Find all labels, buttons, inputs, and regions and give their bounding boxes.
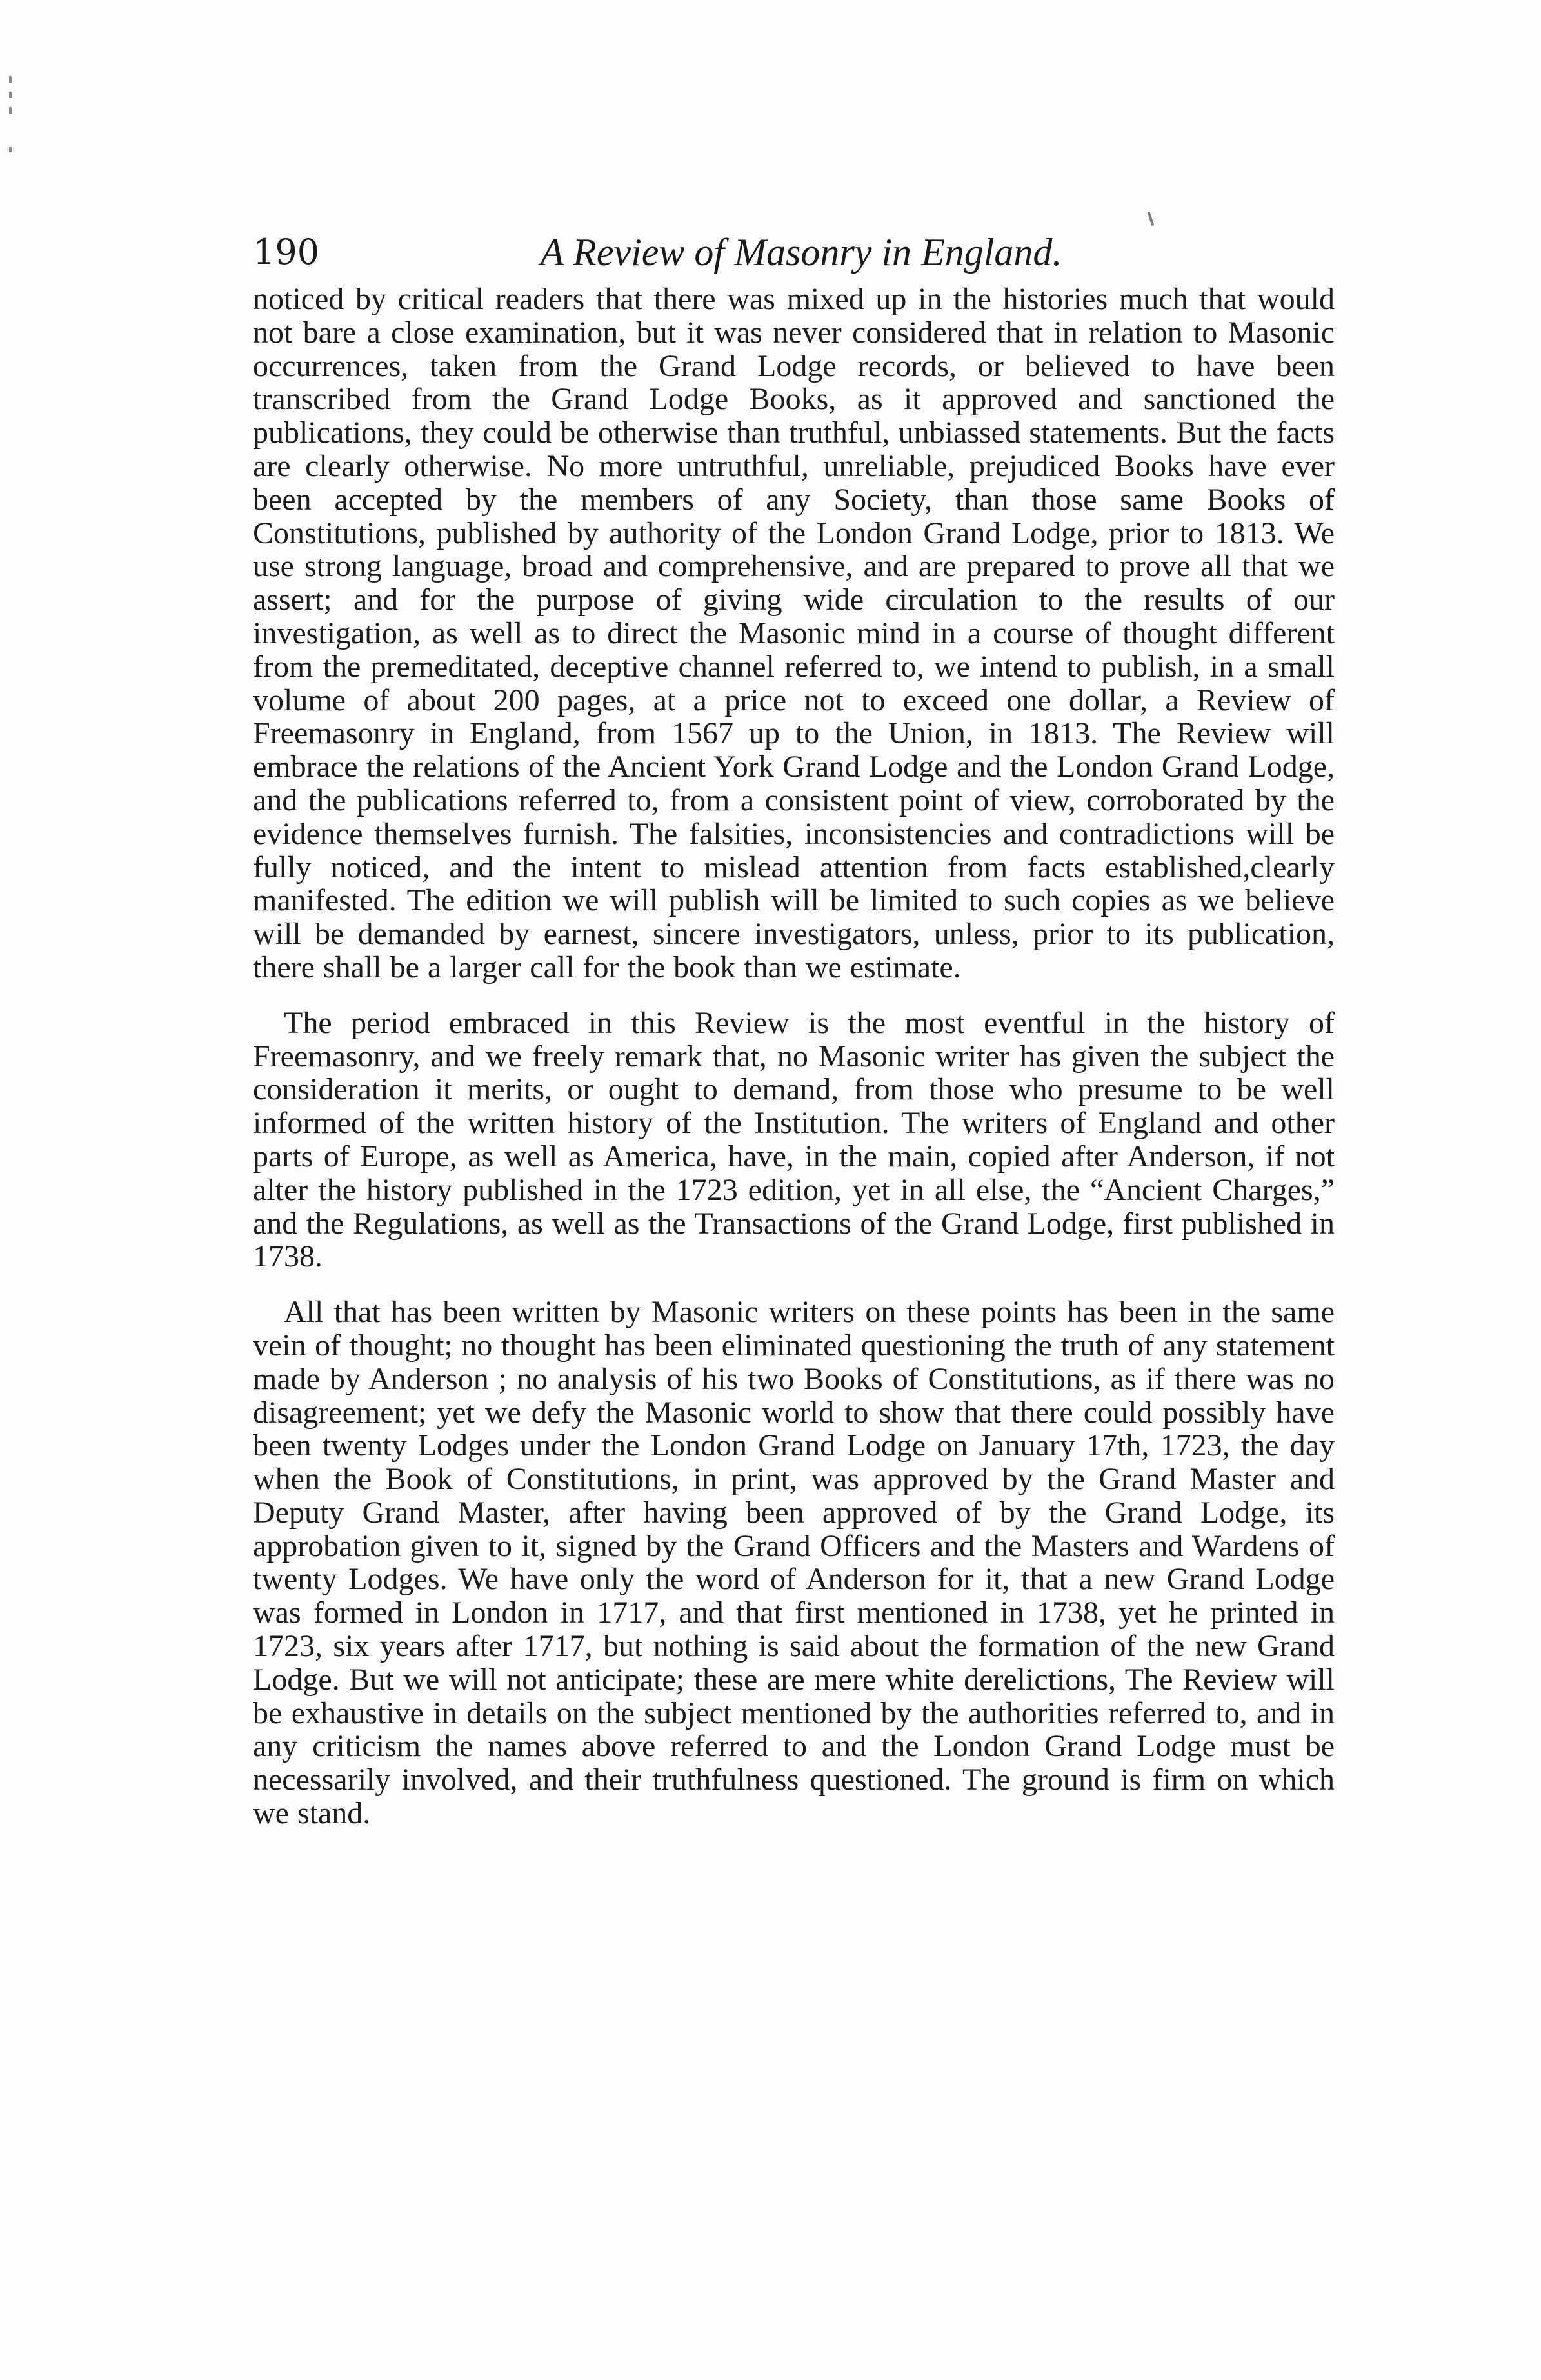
corner-tick-mark (1148, 212, 1155, 226)
page-header (253, 230, 1324, 275)
paragraph-1: noticed by critical readers that there was mixed up in the histories much that would not bare a close examination, but it was never considered that in relation to Masonic occurrences, taken from the Grand Lodge records, or believed to have been transcribed from the Grand Lodge Books, as it approved and sanctioned the publications, they could be otherwise than truthful, unbiassed statements. But the facts are clearly otherwise. No more untruthful, unreliable, prejudiced Books have ever been accepted by the members of any Society, than those same Books of Constitutions, published by authority of the London Grand Lodge, prior to 1813. We use strong language, broad and comprehensive, and are prepared to prove all that we assert; and for the purpose of giving wide circulation to the results of our investigation, as well as to direct the Masonic mind in a course of thought different from the premeditated, deceptive channel referred to, we intend to publish, in a small volume of about 200 pages, at a price not to exceed one dollar, a Review of Freemasonry in England, from 1567 up to the Union, in 1813. The Review will embrace the relations of the Ancient York Grand Lodge and the London Grand Lodge, and the publications referred to, from a consistent point of view, corroborated by the evidence themselves furnish. The falsities, inconsistencies and contradictions will be fully noticed, and the intent to mislead attention from facts established,clearly manifested. The edition we will publish will be limited to such copies as we believe will be demanded by earnest, sincere investigators, unless, prior to its publication, there shall be a larger call for the book than we estimate. (253, 282, 1335, 985)
body-text (253, 283, 1335, 1830)
margin-speck (9, 92, 12, 98)
margin-speck (9, 147, 12, 152)
paragraph-3: All that has been written by Masonic writers on these points has been in the same vein of thought; no thought has been eliminated questioning the truth of any statement made by Anderson ; no analysis of his two Books of Constitutions, as if there was no disagreement; yet we defy the Masonic world to show that there could possibly have been twenty Lodges under the London Grand Lodge on January 17th, 1723, the day when the Book of Constitutions, in print, was approved by the Grand Master and Deputy Grand Master, after having been approved of by the Grand Lodge, its approbation given to it, signed by the Grand Officers and the Masters and Wardens of twenty Lodges. We have only the word of Anderson for it, that a new Grand Lodge was formed in London in 1717, and that first mentioned in 1738, yet he printed in 1723, six years after 1717, but nothing is said about the formation of the new Grand Lodge. But we will not anticipate; these are mere white derelictions, The Review will be exhaustive in details on the subject mentioned by the authorities referred to, and in any criticism the names above referred to and the London Grand Lodge must be necessarily involved, and their truthfulness questioned. The ground is firm on which we stand. (253, 1295, 1335, 1831)
paragraph-2: The period embraced in this Review is the most eventful in the history of Freemasonry, and we freely remark that, no Masonic writer has given the subject the consideration it merits, or ought to demand, from those who presume to be well informed of the written history of the Institution. The writers of England and other parts of Europe, as well as America, have, in the main, copied after Anderson, if not alter the history published in the 1723 edition, yet in all else, the “Ancient Charges,” and the Regulations, as well as the Transactions of the Grand Lodge, first published in 1738. (253, 1005, 1335, 1274)
margin-speck (9, 107, 12, 114)
running-title: A Review of Masonry in England. (540, 231, 1062, 274)
margin-speck (9, 76, 12, 83)
page-number: 190 (253, 232, 320, 272)
